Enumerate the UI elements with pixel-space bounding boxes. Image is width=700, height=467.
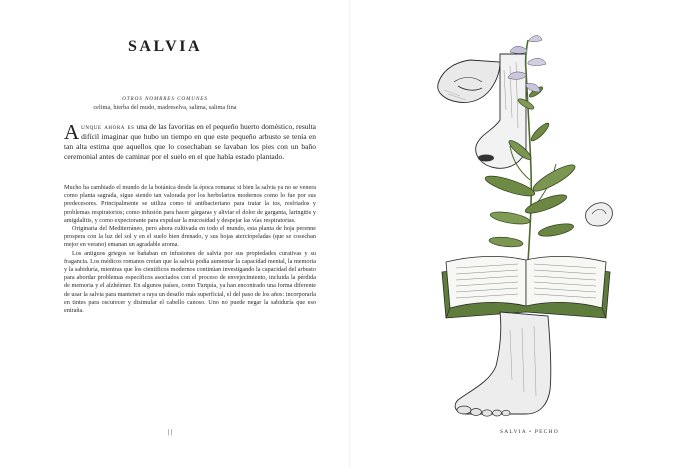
running-head: SALVIA • PECHO: [500, 429, 559, 435]
other-names-heading: OTROS NOMBRES COMUNES: [122, 96, 208, 102]
open-book: [442, 256, 610, 318]
body-paragraph: Los antiguos griegos se bañaban en infusiones de salvia por sus propiedades curativas y su fragancia. Los médicos romanos creían que la salvia podía aumentar la capacidad mental, la memoria y la sabiduría, mientras que los científicos modernos continúan investigando la capacidad del arbusto para abordar problemas específicos asociados con el proceso de envejecimiento, incluida la pérdida de memoria y el alzhéimer. En algunos países, como Turquía, ya han encontrado una forma diferente de usar la salvia para mantener a raya un desafío más superficial, el del paso de los años: incorporarla en tintes para oscurecer y disimular el cabello canoso. Uno no puede negar la sabiduría que eso entraña.: [64, 249, 316, 315]
body-paragraph: Originaria del Mediterráneo, pero ahora cultivada en todo el mundo, esta planta de hoja perenne prospera con la luz del sol y en el suelo bien drenado, y sus hojas aterciopeladas (que se cosechan mejor en verano) emanan un agradable aroma.: [64, 225, 316, 249]
right-page: [350, 0, 700, 467]
sage-illustration: [350, 0, 700, 467]
intro-smallcaps: unque ahora es: [81, 122, 135, 131]
other-names-list: celima, hierba del mudo, madreselva, salima, salima fina: [93, 104, 237, 111]
body-paragraph: Mucho ha cambiado el mundo de la botánica desde la época romana: si bien la salvia ya no se venera como planta sagrada, sigue siendo tan valorada por los herbolarios modernos como lo fue por sus predecesores. Principalmente se utiliza como té antibacteriano para tratar la tos, resfriados y problemas respiratorios; como infusión para hacer gárgaras y aliviar el dolor de garganta, laringitis y amigdalitis, y como expectorante para expulsar la mucosidad y despejar las vías respiratorias.: [64, 184, 316, 224]
foot-sculpture: [455, 312, 551, 416]
body-text: [64, 184, 316, 315]
drop-cap: A: [64, 120, 80, 144]
page-title: SALVIA: [128, 38, 202, 55]
intro-paragraph: [64, 122, 316, 162]
intro-text: una de las favoritas en el pequeño huerto doméstico, resulta difícil imaginar que hubo un tiempo en que este pequeño arbusto se tenía en tan alta estima que aquellos que lo cosechaban se lavaban los pies con un baño ceremonial antes de caminar por el suelo en el que había estado plantado.: [64, 122, 316, 161]
page-folio: | |: [167, 428, 173, 436]
nose-sculpture: [438, 54, 526, 168]
ear-fragment: [586, 203, 613, 226]
